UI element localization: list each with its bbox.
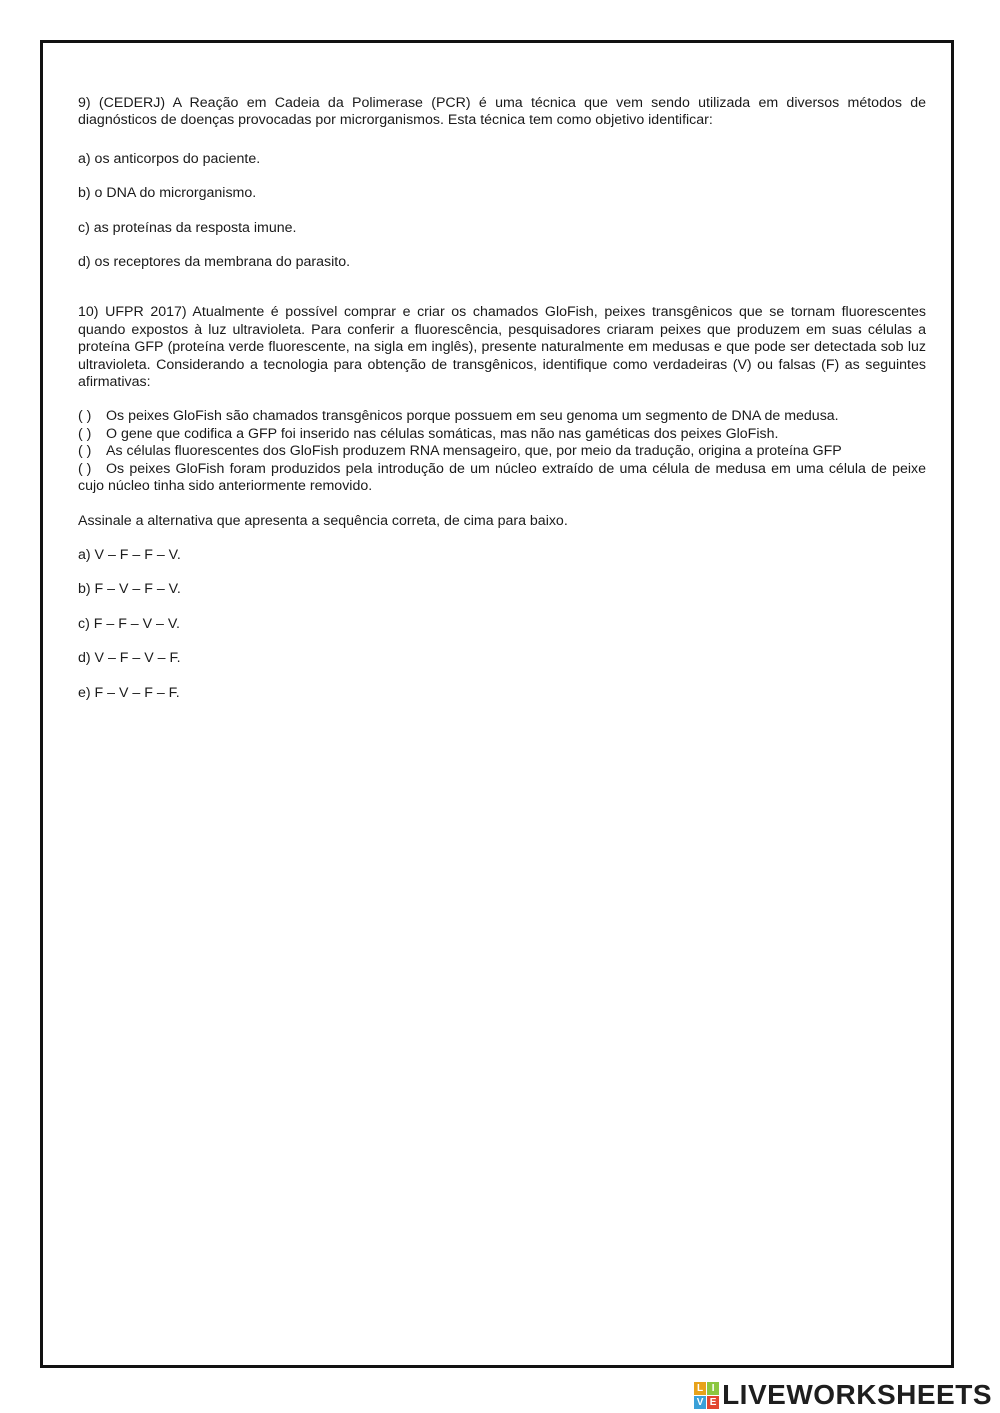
q9-option-c[interactable]: c) as proteínas da resposta imune. xyxy=(78,219,297,236)
q10-option-a[interactable]: a) V – F – F – V. xyxy=(78,546,181,563)
question-10-text: 10) UFPR 2017) Atualmente é possível comprar e criar os chamados GloFish, peixes transgênicos que se tornam fluorescentes quando expostos à luz ultravioleta. Para conferir a fluorescência, pesquisadores criaram peixes que produzem em suas células a proteína GFP (proteína verde fluorescente, na sigla em inglês), presente naturalmente em medusas e que pode ser detectada sob luz ultravioleta. Considerando a tecnologia para obtenção de transgênicos, identifique como verdadeiras (V) ou falsas (F) as seguintes afirmativas: xyxy=(78,304,926,391)
statement-1-text: Os peixes GloFish são chamados transgênicos porque possuem em seu genoma um segmento de DNA de medusa. xyxy=(106,408,839,425)
question-9 xyxy=(78,95,926,271)
liveworksheets-brand xyxy=(694,1378,992,1412)
q9-option-a[interactable]: a) os anticorpos do paciente. xyxy=(78,150,261,167)
q9-option-d[interactable]: d) os receptores da membrana do parasito. xyxy=(78,254,351,271)
statement-2 xyxy=(78,426,926,443)
question-10-instruction: Assinale a alternativa que apresenta a sequência correta, de cima para baixo. xyxy=(78,512,568,529)
answer-blank-1[interactable]: ( ) xyxy=(78,408,92,425)
statement-4-text: Os peixes GloFish foram produzidos pela introdução de um núcleo extraído de uma célula de medusa em uma célula de peixe cujo núcleo tinha sido anteriormente removido. xyxy=(78,460,926,495)
q10-option-c[interactable]: c) F – F – V – V. xyxy=(78,615,180,632)
q10-option-e[interactable]: e) F – V – F – F. xyxy=(78,684,180,701)
question-9-text: 9) (CEDERJ) A Reação em Cadeia da Polimerase (PCR) é uma técnica que vem sendo utilizada em diversos métodos de diagnósticos de doenças provocadas por microrganismos. Esta técnica tem como objetivo identificar: xyxy=(78,95,926,129)
statement-3-text: As células fluorescentes dos GloFish produzem RNA mensageiro, que, por meio da tradução, origina a proteína GFP xyxy=(106,443,842,460)
logo-tile-i: I xyxy=(707,1382,719,1395)
answer-blank-4[interactable]: ( ) xyxy=(78,460,92,477)
logo-tile-e: E xyxy=(707,1396,719,1409)
answer-blank-2[interactable]: ( ) xyxy=(78,425,92,442)
q10-option-d[interactable]: d) V – F – V – F. xyxy=(78,650,181,667)
worksheet-page xyxy=(40,40,954,1368)
q9-option-b[interactable]: b) o DNA do microrganismo. xyxy=(78,185,257,202)
statement-4 xyxy=(78,461,926,496)
brand-name: LIVEWORKSHEETS xyxy=(722,1379,992,1410)
statement-2-text: O gene que codifica a GFP foi inserido nas células somáticas, mas não nas gaméticas dos peixes GloFish. xyxy=(106,425,779,442)
worksheet-content xyxy=(78,95,926,719)
q10-option-b[interactable]: b) F – V – F – V. xyxy=(78,581,181,598)
answer-blank-3[interactable]: ( ) xyxy=(78,443,92,460)
question-10 xyxy=(78,304,926,702)
statement-3 xyxy=(78,443,926,460)
logo-tile-l: L xyxy=(694,1382,706,1395)
logo-tile-v: V xyxy=(694,1396,706,1409)
statement-1 xyxy=(78,408,926,425)
liveworksheets-logo-icon xyxy=(694,1382,719,1409)
